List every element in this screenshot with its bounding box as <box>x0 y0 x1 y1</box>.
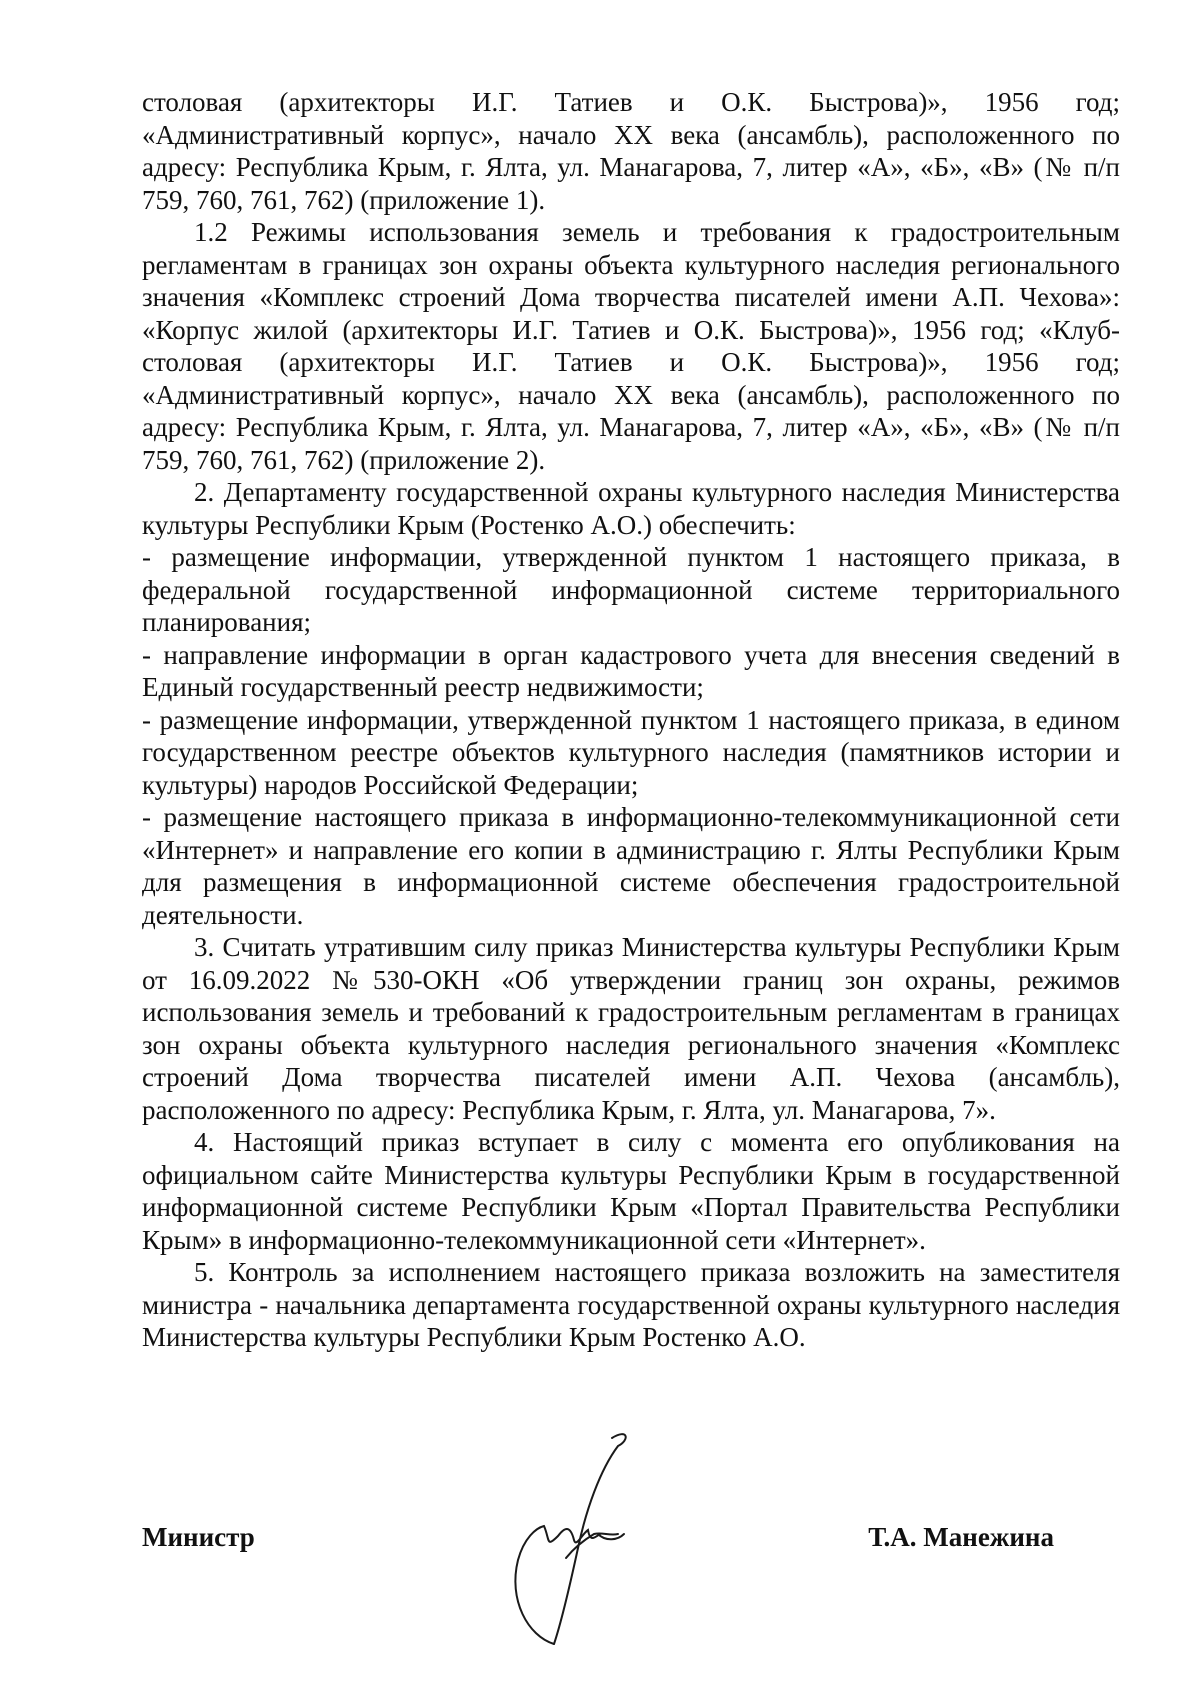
paragraph-4: 4. Настоящий приказ вступает в силу с момента его опубликования на официальном сайте Министерства культуры Республики Крым в государственной информационной системе Республики Крым «Портал Правительства Республики Крым» в информационно-телекоммуникационной сети «Интернет». <box>142 1127 1120 1255</box>
list-item: - размещение информации, утвержденной пунктом 1 настоящего приказа, в едином государственном реестре объектов культурного наследия (памятников истории и культуры) народов Российской Федерации; <box>142 704 1120 800</box>
paragraph-1-2: 1.2 Режимы использования земель и требования к градостроительным регламентам в границах зон охраны объекта культурного наследия регионального значения «Комплекс строений Дома творчества писателей имени А.П. Чехова»: «Корпус жилой (архитекторы И.Г. Татиев и О.К. Быстрова)», 1956 год; «Клуб-столовая (архитекторы И.Г. Татиев и О.К. Быстрова)», 1956 год; «Административный корпус», начало XX века (ансамбль), расположенного по адресу: Республика Крым, г. Ялта, ул. Манагарова, 7, литер «А», «Б», «В» (№ п/п 759, 760, 761, 762) (приложение 2). <box>142 217 1120 475</box>
paragraph-5: 5. Контроль за исполнением настоящего приказа возложить на заместителя министра - начальника департамента государственной охраны культурного наследия Министерства культуры Республики Крым Ростенко А.О. <box>142 1257 1120 1352</box>
paragraph-3: 3. Считать утратившим силу приказ Министерства культуры Республики Крым от 16.09.2022 №530-ОКН «Об утверждении границ зон охраны, режимов использования земель и требований к градостроительным регламентам в границах зон охраны объекта культурного наследия регионального значения «Комплекс строений Дома творчества писателей имени А.П. Чехова (ансамбль), расположенного по адресу: Республика Крым, г. Ялта, ул. Манагарова, 7». <box>142 932 1120 1125</box>
signer-position: Министр <box>142 1522 255 1552</box>
list-item: - направление информации в орган кадастрового учета для внесения сведений в Единый государственный реестр недвижимости; <box>142 639 1120 702</box>
document-body <box>142 86 1120 1354</box>
list-item: - размещение настоящего приказа в информационно-телекоммуникационной сети «Интернет» и направление его копии в администрацию г. Ялты Республики Крым для размещения в информационной системе обеспечения градостроительной деятельности. <box>142 802 1120 930</box>
list-item: - размещение информации, утвержденной пунктом 1 настоящего приказа, в федеральной государственной информационной системе территориального планирования; <box>142 542 1120 637</box>
paragraph-2: 2. Департаменту государственной охраны культурного наследия Министерства культуры Республики Крым (Ростенко А.О.) обеспечить: <box>142 477 1120 540</box>
signer-name: Т.А. Манежина <box>868 1522 1054 1552</box>
handwritten-signature <box>500 1430 710 1655</box>
paragraph-continuation: столовая (архитекторы И.Г. Татиев и О.К. Быстрова)», 1956 год; «Административный корпус», начало XX века (ансамбль), расположенного по адресу: Республика Крым, г. Ялта, ул. Манагарова, 7, литер «А», «Б», «В» (№ п/п 759, 760, 761, 762) (приложение 1). <box>142 87 1120 215</box>
